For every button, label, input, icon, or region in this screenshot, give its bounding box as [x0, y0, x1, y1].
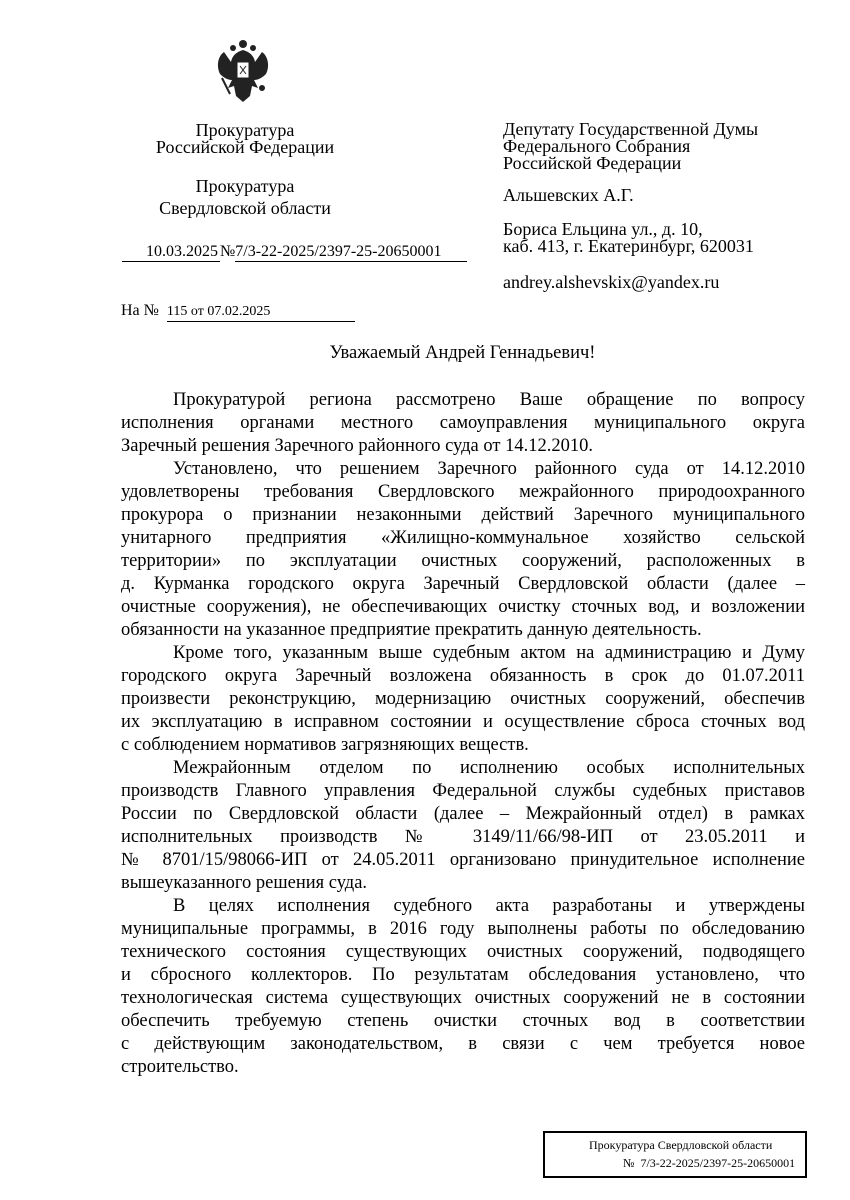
reply-reference [121, 302, 355, 322]
body-line: д. Курманка городского округа Заречный Свердловской области (далее – [121, 574, 805, 594]
outgoing-number: 7/3-22-2025/2397-25-20650001 [235, 243, 467, 262]
body-line: России по Свердловской области (далее – Межрайонный отдел) в рамках [121, 804, 805, 824]
body-line: прокурора о признании незаконными действий Заречного муниципального [121, 505, 805, 525]
body-line: № 8701/15/98066-ИП от 24.05.2011 организовано принудительное исполнение [121, 850, 805, 870]
body-line: Межрайонным отделом по исполнению особых исполнительных [173, 758, 805, 778]
body-line: с действующим законодательством, в связи с чем требуется новое [121, 1034, 805, 1054]
greeting: Уважаемый Андрей Геннадьевич! [329, 343, 596, 363]
org-name-line1: Прокуратура [195, 120, 295, 140]
outgoing-reference [122, 243, 467, 262]
body-line: Прокуратурой региона рассмотрено Ваше обращение по вопросу [173, 390, 805, 410]
number-sign: № [220, 243, 236, 260]
body-line: обязанности на указанное предприятие прекратить данную деятельность. [121, 620, 702, 640]
recipient-email: andrey.alshevskix@yandex.ru [503, 272, 720, 292]
body-line: их эксплуатацию в исправном состоянии и осуществление сброса сточных вод [121, 712, 805, 732]
outgoing-date: 10.03.2025 [122, 243, 220, 262]
body-line: строительство. [121, 1057, 239, 1077]
dept-name-line1: Прокуратура [195, 176, 295, 196]
body-line: и сбросного коллекторов. По результатам обследования установлено, что [121, 965, 805, 985]
body-line: городского округа Заречный возложена обязанность в срок до 01.07.2011 [121, 666, 805, 686]
body-line: очистные сооружения), не обеспечивающих очистку сточных вод, и возложении [121, 597, 805, 617]
recipient-line3: Российской Федерации [503, 153, 682, 173]
reply-value: 115 от 07.02.2025 [167, 303, 355, 322]
body-line: унитарного предприятия «Жилищно-коммунальное хозяйство сельской [121, 528, 805, 548]
org-name-line2: Российской Федерации [155, 137, 335, 157]
body-line: В целях исполнения судебного акта разработаны и утверждены [173, 896, 805, 916]
body-line: муниципальные программы, в 2016 году выполнены работы по обследованию [121, 919, 805, 939]
coat-of-arms-emblem [214, 38, 272, 106]
stamp-number-value: 7/3-22-2025/2397-25-20650001 [640, 1156, 796, 1170]
reply-label: На № [121, 302, 159, 319]
recipient-line2: Федерального Собрания [503, 136, 691, 156]
body-line: Кроме того, указанным выше судебным актом на администрацию и Думу [173, 643, 805, 663]
recipient-name: Альшевских А.Г. [503, 185, 634, 205]
body-line: произвести реконструкцию, модернизацию очистных сооружений, обеспечив [121, 689, 805, 709]
recipient-address2: каб. 413, г. Екатеринбург, 620031 [503, 236, 754, 256]
body-line: производств Главного управления Федеральной службы судебных приставов [121, 781, 805, 801]
body-line: территории» по эксплуатации очистных сооружений, расположенных в [121, 551, 805, 571]
body-line: исполнительных производств № 3149/11/66/98-ИП от 23.05.2011 и [121, 827, 805, 847]
body-line: технического состояния существующих очистных сооружений, подводящего [121, 942, 805, 962]
stamp-number [623, 1156, 795, 1171]
body-line: удовлетворены требования Свердловского межрайонного природоохранного [121, 482, 805, 502]
recipient-line1: Депутату Государственной Думы [503, 119, 759, 139]
body-line: обеспечить требуемую степень очистки сточных вод в соответствии [121, 1011, 805, 1031]
stamp-org: Прокуратура Свердловской области [589, 1138, 773, 1152]
body-line: Заречный решения Заречного районного суда от 14.12.2010. [121, 436, 593, 456]
registration-stamp [543, 1131, 807, 1178]
body-line: Установлено, что решением Заречного районного суда от 14.12.2010 [173, 459, 805, 479]
body-line: вышеуказанного решения суда. [121, 873, 368, 893]
body-line: с соблюдением нормативов загрязняющих веществ. [121, 735, 529, 755]
dept-name-line2: Свердловской области [159, 198, 331, 218]
stamp-number-sign: № [623, 1156, 635, 1170]
recipient-address1: Бориса Ельцина ул., д. 10, [503, 219, 703, 239]
letter-body [121, 389, 805, 1079]
body-line: исполнения органами местного самоуправления муниципального округа [121, 413, 805, 433]
body-line: технологическая система существующих очистных сооружений не в состоянии [121, 988, 805, 1008]
